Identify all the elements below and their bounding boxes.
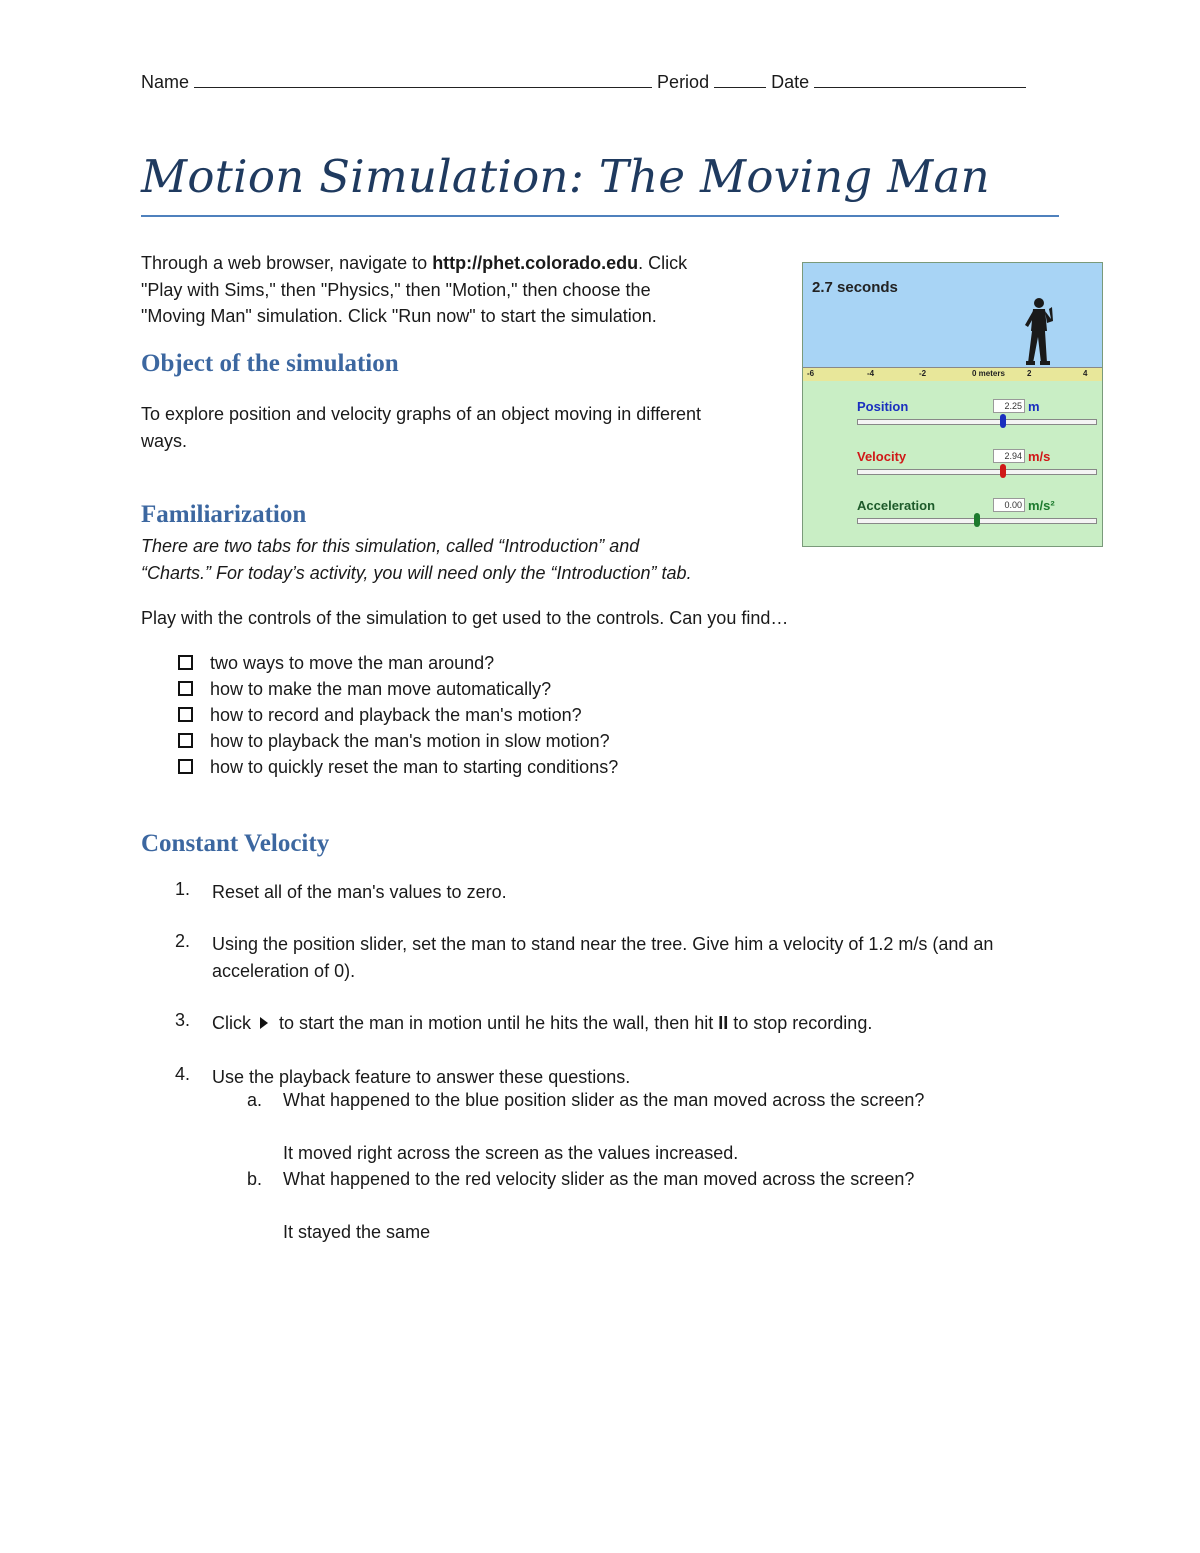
sub-question-b: What happened to the red velocity slider as the man moved across the screen? bbox=[283, 1169, 915, 1189]
checkbox-icon[interactable] bbox=[178, 759, 193, 774]
position-slider-track[interactable] bbox=[857, 419, 1097, 425]
position-value-box[interactable]: 2.25 bbox=[993, 399, 1025, 413]
checkbox-icon[interactable] bbox=[178, 681, 193, 696]
object-text bbox=[141, 401, 701, 454]
acceleration-label: Acceleration bbox=[857, 498, 936, 513]
checkbox-icon[interactable] bbox=[178, 707, 193, 722]
checklist-item: how to record and playback the man's motion? bbox=[178, 705, 582, 726]
period-blank[interactable] bbox=[714, 72, 766, 88]
sub-question-letter: a. bbox=[247, 1090, 263, 1110]
familiarization-heading: Familiarization bbox=[141, 501, 307, 528]
step-number: 3. bbox=[175, 1010, 191, 1030]
answer-a[interactable]: It moved right across the screen as the values increased. bbox=[283, 1143, 739, 1163]
familiarization-prompt: Play with the controls of the simulation to get used to the controls. Can you find… bbox=[141, 608, 789, 628]
velocity-unit: m/s bbox=[1028, 449, 1051, 464]
ruler-tick: -4 bbox=[867, 369, 875, 378]
step-4-text: Use the playback feature to answer these questions. bbox=[212, 1067, 631, 1087]
checklist-item: how to make the man move automatically? bbox=[178, 679, 551, 700]
familiarization-note-2: “Charts.” For today’s activity, you will need only the “Introduction” tab. bbox=[141, 562, 692, 583]
period-label: Period bbox=[657, 72, 710, 92]
sub-question-letter: b. bbox=[247, 1169, 263, 1189]
ruler-tick: 0 meters bbox=[972, 369, 1005, 378]
velocity-value-box[interactable]: 2.94 bbox=[993, 449, 1025, 463]
velocity-slider-knob[interactable] bbox=[1000, 464, 1006, 478]
familiarization-note bbox=[141, 533, 692, 586]
position-unit: m bbox=[1028, 399, 1040, 414]
page-title: Motion Simulation: The Moving Man bbox=[141, 150, 990, 203]
position-label: Position bbox=[857, 399, 909, 414]
step-2-text: Using the position slider, set the man to stand near the tree. Give him a velocity of 1.2 m/s (and an acceleration of 0). bbox=[212, 934, 994, 981]
object-heading: Object of the simulation bbox=[141, 350, 399, 377]
acceleration-value-box[interactable]: 0.00 bbox=[993, 498, 1025, 512]
checklist-item: how to playback the man's motion in slow motion? bbox=[178, 731, 610, 752]
checklist-item: how to quickly reset the man to starting conditions? bbox=[178, 757, 618, 778]
sim-sky bbox=[803, 263, 1102, 367]
header-line bbox=[141, 72, 1026, 93]
ruler-tick: 4 bbox=[1083, 369, 1088, 378]
ruler-tick: 2 bbox=[1027, 369, 1032, 378]
sub-question-a: What happened to the blue position slider as the man moved across the screen? bbox=[283, 1090, 925, 1110]
ruler-tick: -2 bbox=[919, 369, 927, 378]
step-number: 4. bbox=[175, 1064, 191, 1084]
intro-prefix: Through a web browser, navigate to bbox=[141, 253, 433, 273]
step-number: 1. bbox=[175, 879, 191, 899]
moving-man-screenshot bbox=[802, 262, 1103, 547]
intro-paragraph bbox=[141, 250, 781, 330]
object-line-1: To explore position and velocity graphs of an object moving in different bbox=[141, 404, 702, 424]
ruler-tick: -6 bbox=[807, 369, 815, 378]
acceleration-unit: m/s² bbox=[1028, 498, 1055, 513]
play-icon bbox=[260, 1017, 268, 1029]
intro-line-3: "Moving Man" simulation. Click "Run now" to start the simulation. bbox=[141, 306, 657, 326]
sim-control-panel bbox=[803, 381, 1102, 546]
velocity-slider-track[interactable] bbox=[857, 469, 1097, 475]
constant-velocity-heading: Constant Velocity bbox=[141, 830, 330, 857]
title-rule bbox=[141, 215, 1059, 217]
velocity-label: Velocity bbox=[857, 449, 907, 464]
moving-man-figure bbox=[1019, 297, 1059, 367]
name-blank[interactable] bbox=[194, 72, 652, 88]
date-blank[interactable] bbox=[814, 72, 1026, 88]
object-line-2: ways. bbox=[141, 430, 188, 451]
intro-suffix: . Click bbox=[638, 253, 688, 273]
checkbox-icon[interactable] bbox=[178, 655, 193, 670]
acceleration-slider-knob[interactable] bbox=[974, 513, 980, 527]
checkbox-icon[interactable] bbox=[178, 733, 193, 748]
step-3-text: Click to start the man in motion until he hits the wall, then hit II to stop recording. bbox=[212, 1013, 873, 1033]
pause-icon: II bbox=[718, 1013, 729, 1033]
answer-b[interactable]: It stayed the same bbox=[283, 1222, 431, 1242]
intro-line-2: "Play with Sims," then "Physics," then "Motion," then choose the bbox=[141, 279, 651, 300]
step-1-text: Reset all of the man's values to zero. bbox=[212, 882, 507, 902]
position-slider-knob[interactable] bbox=[1000, 414, 1006, 428]
sim-time: 2.7 seconds bbox=[812, 279, 898, 296]
date-label: Date bbox=[771, 72, 810, 92]
familiarization-note-1: There are two tabs for this simulation, called “Introduction” and bbox=[141, 536, 640, 556]
sim-ruler bbox=[803, 367, 1102, 382]
acceleration-slider-track[interactable] bbox=[857, 518, 1097, 524]
name-label: Name bbox=[141, 72, 190, 92]
phet-url[interactable]: http://phet.colorado.edu bbox=[432, 253, 639, 273]
checklist-item: two ways to move the man around? bbox=[178, 653, 494, 674]
step-number: 2. bbox=[175, 931, 191, 951]
